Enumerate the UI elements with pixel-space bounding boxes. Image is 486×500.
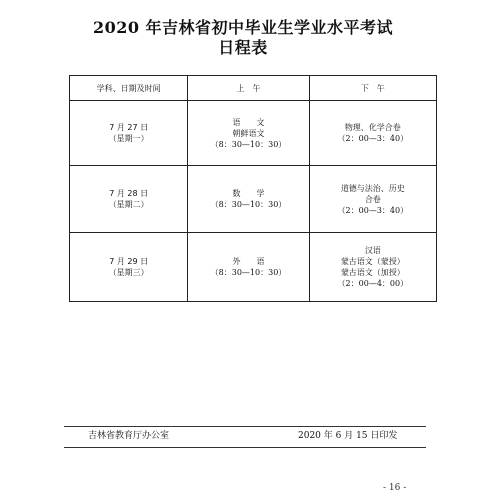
subject-text: 蒙古语文（加授）	[340, 268, 405, 277]
page-number: - 16 -	[383, 483, 407, 493]
issuing-office: 吉林省教育厅办公室	[88, 431, 170, 441]
date-text: 7 月 28 日	[109, 189, 149, 198]
time-text: （2：00—4：00）	[337, 279, 409, 288]
header-morning: 上 午	[188, 76, 309, 101]
date-text: 7 月 27 日	[109, 123, 149, 132]
table-row	[70, 166, 437, 233]
date-cell	[70, 166, 188, 233]
exam-schedule-table	[69, 75, 437, 302]
footer-top-rule	[64, 426, 426, 427]
subject-text: 数 学	[232, 189, 265, 198]
document-subtitle: 日程表	[218, 38, 268, 57]
afternoon-cell	[309, 233, 436, 302]
date-cell	[70, 233, 188, 302]
print-date: 2020 年 6 月 15 日印发	[298, 431, 398, 441]
subject-text: 语 文	[232, 117, 265, 127]
time-text: （2：00—3：40）	[337, 134, 409, 143]
subject-text: 朝鲜语文	[232, 128, 265, 138]
time-text: （2：00—3：40）	[337, 205, 409, 215]
time-text: （8：30—10：30）	[210, 200, 287, 209]
weekday-text: （星期三）	[108, 268, 149, 277]
morning-cell	[188, 166, 309, 233]
header-afternoon: 下 午	[309, 76, 436, 101]
subject-text: 蒙古语文（蒙授）	[340, 257, 405, 266]
time-text: （8：30—10：30）	[210, 139, 287, 149]
table-row	[70, 101, 437, 166]
subject-text: 外 语	[232, 257, 265, 266]
subject-text: 汉语	[364, 246, 381, 255]
afternoon-cell	[309, 101, 436, 166]
time-text: （8：30—10：30）	[210, 268, 287, 277]
weekday-text: （星期一）	[108, 134, 149, 143]
date-text: 7 月 29 日	[109, 257, 149, 266]
subject-text: 物理、化学合卷	[344, 123, 401, 132]
morning-cell	[188, 233, 309, 302]
morning-cell	[188, 101, 309, 166]
header-date-time: 学科、日期及时间	[70, 76, 188, 101]
subject-text: 合卷	[364, 194, 381, 204]
document-title: 2020 年吉林省初中毕业生学业水平考试	[92, 18, 394, 37]
footer-bottom-rule	[64, 447, 426, 448]
afternoon-cell	[309, 166, 436, 233]
table-row	[70, 233, 437, 302]
date-cell	[70, 101, 188, 166]
subject-text: 道德与法治、历史	[340, 183, 405, 193]
weekday-text: （星期二）	[108, 200, 149, 209]
table-header-row	[70, 76, 437, 101]
